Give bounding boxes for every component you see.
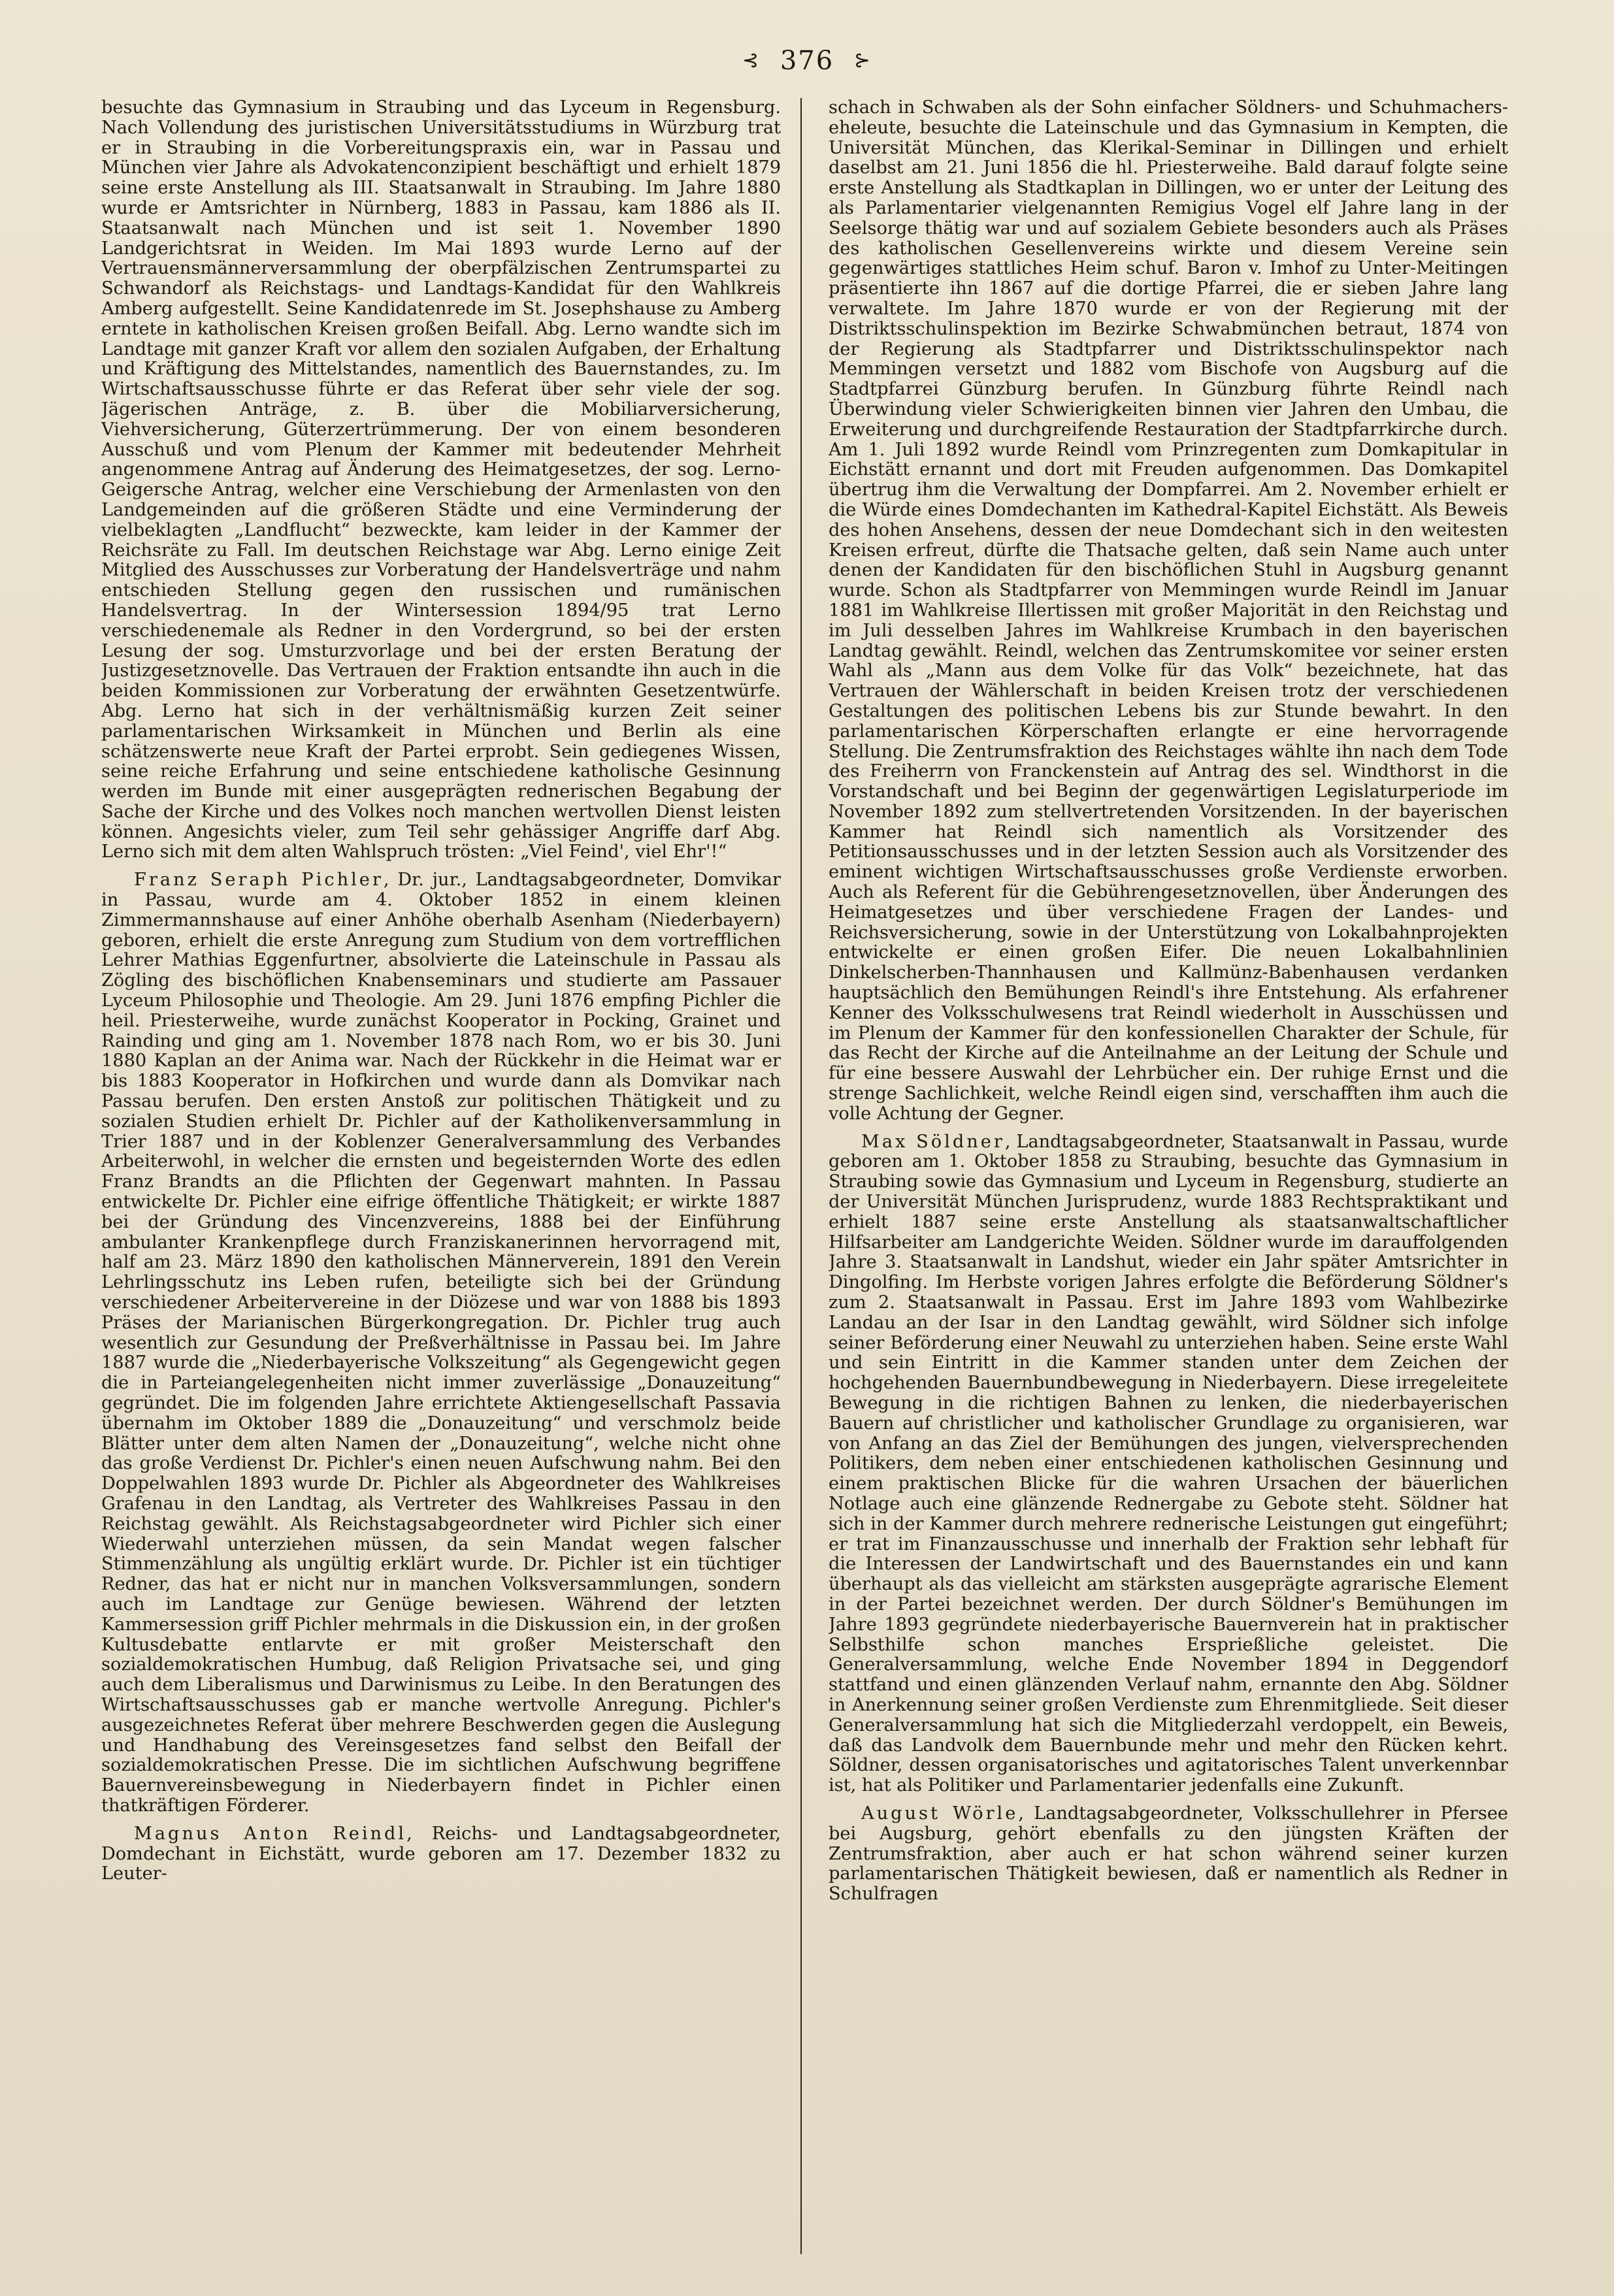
person-name: August Wörle xyxy=(861,1803,1019,1824)
left-column xyxy=(101,98,781,2254)
paragraph-text: schach in Schwaben als der Sohn einfacher Söldners- und Schuhmacherseheleute, besuchte die Lateinschule und das Gymnasium in Kempten, die Universität München, das Klerikal-Seminar in Dillingen und erhielt daselbst am 21. Juni 1856 die hl. Priesterweihe. Bald darauf folgte seine erste Anstellung als Stadtkaplan in Dillingen, wo er unter der Leitung des als Parlamentarier vielgenannten Remigius Vogel elf Jahre lang in der Seelsorge thätig war und auf sozialem Gebiete besonders auch als Präses des katholischen Gesellenvereins wirkte und diesem Vereine sein gegenwärtiges stattliches Heim schuf. Baron v. Imhof zu Unter-Meitingen präsentierte ihn 1867 auf die dortige Pfarrei, die er sieben Jahre lang verwaltete. Im Jahre 1870 wurde er von der Regierung mit der Distriktsschulinspektion im Bezirke Schwabmünchen betraut, 1874 von der Regierung als Stadtpfarrer und Distriktsschulinspektor nach Memmingen versetzt und 1882 vom Bischofe von Augsburg auf die Stadtpfarrei Günzburg berufen. In Günzburg führte Reindl nach Überwindung vieler Schwierigkeiten binnen vier Jahren den Umbau, die Erweiterung und durchgreifende Restauration der Stadtpfarrkirche durch. Am 1. Juli 1892 wurde Reindl vom Prinzregenten zum Domkapitular in Eichstätt ernannt und dort mit Freuden aufgenommen. Das Domkapitel übertrug ihm die Verwaltung der Dompfarrei. Am 2. November erhielt er die Würde eines Domdechanten im Kathedral-Kapitel Eichstätt. Als Beweis des hohen Ansehens, dessen der neue Domdechant sich in den weitesten Kreisen erfreut, dürfte die Thatsache gelten, daß sein Name auch unter denen der Kandidaten für den bischöflichen Stuhl in Augsburg genannt wurde. Schon als Stadtpfarrer von Memmingen wurde Reindl im Januar 1881 im Wahlkreise Illertissen mit großer Majorität in den Reichstag und im Juli desselben Jahres im Wahlkreise Krumbach in den bayerischen Landtag gewählt. Reindl, welchen das Zentrumskomitee vor seiner ersten Wahl als „Mann aus dem Volke für das Volk“ bezeichnete, hat das Vertrauen der Wählerschaft in beiden Kreisen trotz der verschiedenen Gestaltungen des politischen Lebens bis zur Stunde bewahrt. In den parlamentarischen Körperschaften erlangte er eine hervorragende Stellung. Die Zentrumsfraktion des Reichstages wählte ihn nach dem Tode des Freiherrn von Franckenstein auf Antrag des sel. Windthorst in die Vorstandschaft und bei Beginn der gegenwärtigen Legislaturperiode im November 1892 zum stellvertretenden Vorsitzenden. In der bayerischen Kammer hat Reindl sich namentlich als Vorsitzender des Petitionsausschusses und in der letzten Session auch als Vorsitzender des eminent wichtigen Wirtschaftsausschusses große Verdienste erworben. Auch als Referent für die Gebührengesetznovellen, über Änderungen des Heimatgesetzes und über verschiedene Fragen der Landes- und Reichsversicherung, sowie in der Unterstützung von Lokalbahnprojekten entwickelte er einen großen Eifer. Die neuen Lokalbahnlinien Dinkelscherben-Thannhausen und Kallmünz-Babenhausen verdanken hauptsächlich den Bemühungen Reindl's ihre Entstehung. Als erfahrener Kenner des Volksschulwesens trat Reindl wiederholt in Ausschüssen und im Plenum der Kammer für den konfessionellen Charakter der Schule, für das Recht der Kirche auf die Anteilnahme an der Leitung der Schule und für eine bessere Auswahl der Lehrbücher ein. Der ruhige Ernst und die strenge Sachlichkeit, welche Reindl eigen sind, verschafften ihm auch die volle Achtung der Gegner. xyxy=(829,98,1508,1124)
page-number: 376 xyxy=(780,46,834,76)
person-name: Max Söldner xyxy=(861,1131,1005,1152)
page-header xyxy=(0,46,1614,76)
paragraph-soeldner xyxy=(829,1132,1508,1796)
paragraph-reindl-start xyxy=(101,1824,781,1884)
paragraph-reindl-continued xyxy=(829,98,1508,1124)
paragraph-lerno-continued xyxy=(101,98,781,862)
paragraph-text: , Landtagsabgeordneter, Staatsanwalt in Passau, wurde geboren am 1. Oktober 1858 zu Straubing, besuchte das Gymnasium in Straubing sowie das Gymnasium und Lyceum in Regensburg, studierte an der Universität München Jurisprudenz, wurde 1883 Rechtspraktikant und erhielt 1887 seine erste Anstellung als staatsanwaltschaftlicher Hilfsarbeiter am Landgerichte Weiden. Söldner wurde im darauffolgenden Jahre 3. Staatsanwalt in Landshut, wieder ein Jahr später Amtsrichter in Dingolfing. Im Herbste vorigen Jahres erfolgte die Beförderung Söldner's zum 2. Staatsanwalt in Passau. Erst im Jahre 1893 vom Wahlbezirke Landau an der Isar in den Landtag gewählt, wird Söldner sich infolge seiner Beförderung einer Neuwahl zu unterziehen haben. Seine erste Wahl und sein Eintritt in die Kammer standen unter dem Zeichen der hochgehenden Bauernbundbewegung in Niederbayern. Diese irregeleitete Bewegung in die richtigen Bahnen zu lenken, die niederbayerischen Bauern auf christlicher und katholischer Grundlage zu organisieren, war von Anfang an das Ziel der Bemühungen des jungen, vielversprechenden Politikers, dem neben einer entschiedenen katholischen Gesinnung und einem praktischen Blicke für die wahren Ursachen der bäuerlichen Notlage auch eine glänzende Rednergabe zu Gebote steht. Söldner hat sich in der Kammer durch mehrere rednerische Leistungen gut eingeführt; er trat im Finanzausschusse und innerhalb der Fraktion sehr lebhaft für die Interessen der Landwirtschaft und des Bauernstandes ein und kann überhaupt als das vielleicht am stärksten ausgeprägte agrarische Element in der Partei bezeichnet werden. Der durch Söldner's Bemühungen im Jahre 1893 gegründete niederbayerische Bauernverein hat in praktischer Selbsthilfe schon manches Ersprießliche geleistet. Die Generalversammlung, welche Ende November 1894 in Deggendorf stattfand und einen glänzenden Verlauf nahm, ernannte den Abg. Söldner in Anerkennung seiner großen Verdienste zum Ehrenmitgliede. Seit dieser Generalversammlung hat sich die Mitgliederzahl verdoppelt, ein Beweis, daß das Landvolk dem Bauernbunde mehr und mehr den Rücken kehrt. Söldner, dessen organisatorisches und agitatorisches Talent unverkennbar ist, hat als Politiker und Parlamentarier jedenfalls eine Zukunft. xyxy=(829,1131,1508,1796)
paragraph-pichler xyxy=(101,870,781,1816)
right-column xyxy=(829,98,1508,2254)
paragraph-text: , Dr. jur., Landtagsabgeordneter, Domvikar in Passau, wurde am 4. Oktober 1852 in einem kleinen Zimmermannshause auf einer Anhöhe oberhalb Asenham (Niederbayern) geboren, erhielt die erste Anregung zum Studium von dem vortrefflichen Lehrer Mathias Eggenfurtner, absolvierte die Lateinschule in Passau als Zögling des bischöflichen Knabenseminars und studierte am Passauer Lyceum Philosophie und Theologie. Am 29. Juni 1876 empfing Pichler die heil. Priesterweihe, wurde zunächst Kooperator in Pocking, Grainet und Rainding und ging am 1. November 1878 nach Rom, wo er bis 30. Juni 1880 Kaplan an der Anima war. Nach der Rückkehr in die Heimat war er bis 1883 Kooperator in Hofkirchen und wurde dann als Domvikar nach Passau berufen. Den ersten Anstoß zur politischen Thätigkeit und zu sozialen Studien erhielt Dr. Pichler auf der Katholikenversammlung in Trier 1887 und in der Koblenzer Generalversammlung des Verbandes Arbeiterwohl, in welcher die ernsten und begeisternden Worte des edlen Franz Brandts an die Pflichten der Gegenwart mahnten. In Passau entwickelte Dr. Pichler eine eifrige öffentliche Thätigkeit; er wirkte 1887 bei der Gründung des Vincenzvereins, 1888 bei der Einführung ambulanter Krankenpflege durch Franziskanerinnen hervorragend mit, half am 23. März 1890 den katholischen Männerverein, 1891 den Verein Lehrlingsschutz ins Leben rufen, beteiligte sich bei der Gründung verschiedener Arbeitervereine in der Diözese und war von 1888 bis 1893 Präses der Marianischen Bürgerkongregation. Dr. Pichler trug auch wesentlich zur Gesundung der Preßverhältnisse in Passau bei. Im Jahre 1887 wurde die „Niederbayerische Volkszeitung“ als Gegengewicht gegen die in Parteiangelegenheiten nicht immer zuverlässige „Donauzeitung“ gegründet. Die im folgenden Jahre errichtete Aktiengesellschaft Passavia übernahm im Oktober 1889 die „Donauzeitung“ und verschmolz beide Blätter unter dem alten Namen der „Donauzeitung“, welche nicht ohne das große Verdienst Dr. Pichler's einen neuen Aufschwung nahm. Bei den Doppelwahlen 1893 wurde Dr. Pichler als Abgeordneter des Wahlkreises Grafenau in den Landtag, als Vertreter des Wahlkreises Passau in den Reichstag gewählt. Als Reichstagsabgeordneter wird Pichler sich einer Wiederwahl unterziehen müssen, da sein Mandat wegen falscher Stimmenzählung als ungültig erklärt wurde. Dr. Pichler ist ein tüchtiger Redner, das hat er nicht nur in manchen Volksversammlungen, sondern auch im Landtage zur Genüge bewiesen. Während der letzten Kammersession griff Pichler mehrmals in die Diskussion ein, in der großen Kultusdebatte entlarvte er mit großer Meisterschaft den sozialdemokratischen Humbug, daß Religion Privatsache sei, und ging auch dem Liberalismus und Darwinismus zu Leibe. In den Beratungen des Wirtschaftsausschusses gab er manche wertvolle Anregung. Pichler's ausgezeichnetes Referat über mehrere Beschwerden gegen die Auslegung und Handhabung des Vereinsgesetzes fand selbst den Beifall der sozialdemokratischen Presse. Die im sichtlichen Aufschwung begriffene Bauernvereinsbewegung in Niederbayern findet in Pichler einen thatkräftigen Förderer. xyxy=(101,870,781,1816)
paragraph-woerle xyxy=(829,1804,1508,1905)
paragraph-text: , Reichs- und Landtagsabgeordneter, Domdechant in Eichstätt, wurde geboren am 17. Dezember 1832 zu Leuter- xyxy=(101,1823,781,1884)
person-name: Magnus Anton Reindl xyxy=(134,1823,407,1844)
ornament-left-icon: ⊰ xyxy=(742,49,761,72)
ornament-right-icon: ⊱ xyxy=(853,49,872,72)
column-divider xyxy=(800,98,802,2254)
paragraph-text: besuchte das Gymnasium in Straubing und das Lyceum in Regensburg. Nach Vollendung des juristischen Universitätsstudiums in Würzburg trat er in Straubing in die Vorbereitungspraxis ein, war in Passau und München vier Jahre als Advokatenconzipient beschäftigt und erhielt 1879 seine erste Anstellung als III. Staatsanwalt in Straubing. Im Jahre 1880 wurde er Amtsrichter in Nürnberg, 1883 in Passau, kam 1886 als II. Staatsanwalt nach München und ist seit 1. November 1890 Landgerichtsrat in Weiden. Im Mai 1893 wurde Lerno auf der Vertrauensmännerversammlung der oberpfälzischen Zentrumspartei zu Schwandorf als Reichstags- und Landtags-Kandidat für den Wahlkreis Amberg aufgestellt. Seine Kandidatenrede im St. Josephshause zu Amberg erntete in katholischen Kreisen großen Beifall. Abg. Lerno wandte sich im Landtage mit ganzer Kraft vor allem den sozialen Aufgaben, der Erhaltung und Kräftigung des Mittelstandes, namentlich des Bauernstandes, zu. Im Wirtschaftsausschusse führte er das Referat über sehr viele der sog. Jägerischen Anträge, z. B. über die Mobiliarversicherung, Viehversicherung, Güterzertrümmerung. Der von einem besonderen Ausschuß und vom Plenum der Kammer mit bedeutender Mehrheit angenommene Antrag auf Änderung des Heimatgesetzes, der sog. Lerno-Geigersche Antrag, welcher eine Verschiebung der Armenlasten von den Landgemeinden auf die größeren Städte und eine Verminderung der vielbeklagten „Landflucht“ bezweckte, kam leider in der Kammer der Reichsräte zu Fall. Im deutschen Reichstage war Abg. Lerno einige Zeit Mitglied des Ausschusses zur Vorberatung der Handelsverträge und nahm entschieden Stellung gegen den russischen und rumänischen Handelsvertrag. In der Wintersession 1894/95 trat Lerno verschiedenemale als Redner in den Vordergrund, so bei der ersten Lesung der sog. Umsturzvorlage und bei der ersten Beratung der Justizgesetznovelle. Das Vertrauen der Fraktion entsandte ihn auch in die beiden Kommissionen zur Vorberatung der erwähnten Gesetzentwürfe. Abg. Lerno hat sich in der verhältnismäßig kurzen Zeit seiner parlamentarischen Wirksamkeit in München und Berlin als eine schätzenswerte neue Kraft der Partei erprobt. Sein gediegenes Wissen, seine reiche Erfahrung und seine entschiedene katholische Gesinnung werden im Bunde mit einer ausgeprägten rednerischen Begabung der Sache der Kirche und des Volkes noch manchen wertvollen Dienst leisten können. Angesichts vieler, zum Teil sehr gehässiger Angriffe darf Abg. Lerno sich mit dem alten Wahlspruch trösten: „Viel Feind', viel Ehr'!“ xyxy=(101,98,781,862)
person-name: Franz Seraph Pichler xyxy=(134,870,384,891)
paragraph-text: , Landtagsabgeordneter, Volksschullehrer in Pfersee bei Augsburg, gehört ebenfalls zu den jüngsten Kräften der Zentrumsfraktion, aber auch er hat schon während seiner kurzen parlamentarischen Thätigkeit bewiesen, daß er namentlich als Redner in Schulfragen xyxy=(829,1803,1508,1905)
